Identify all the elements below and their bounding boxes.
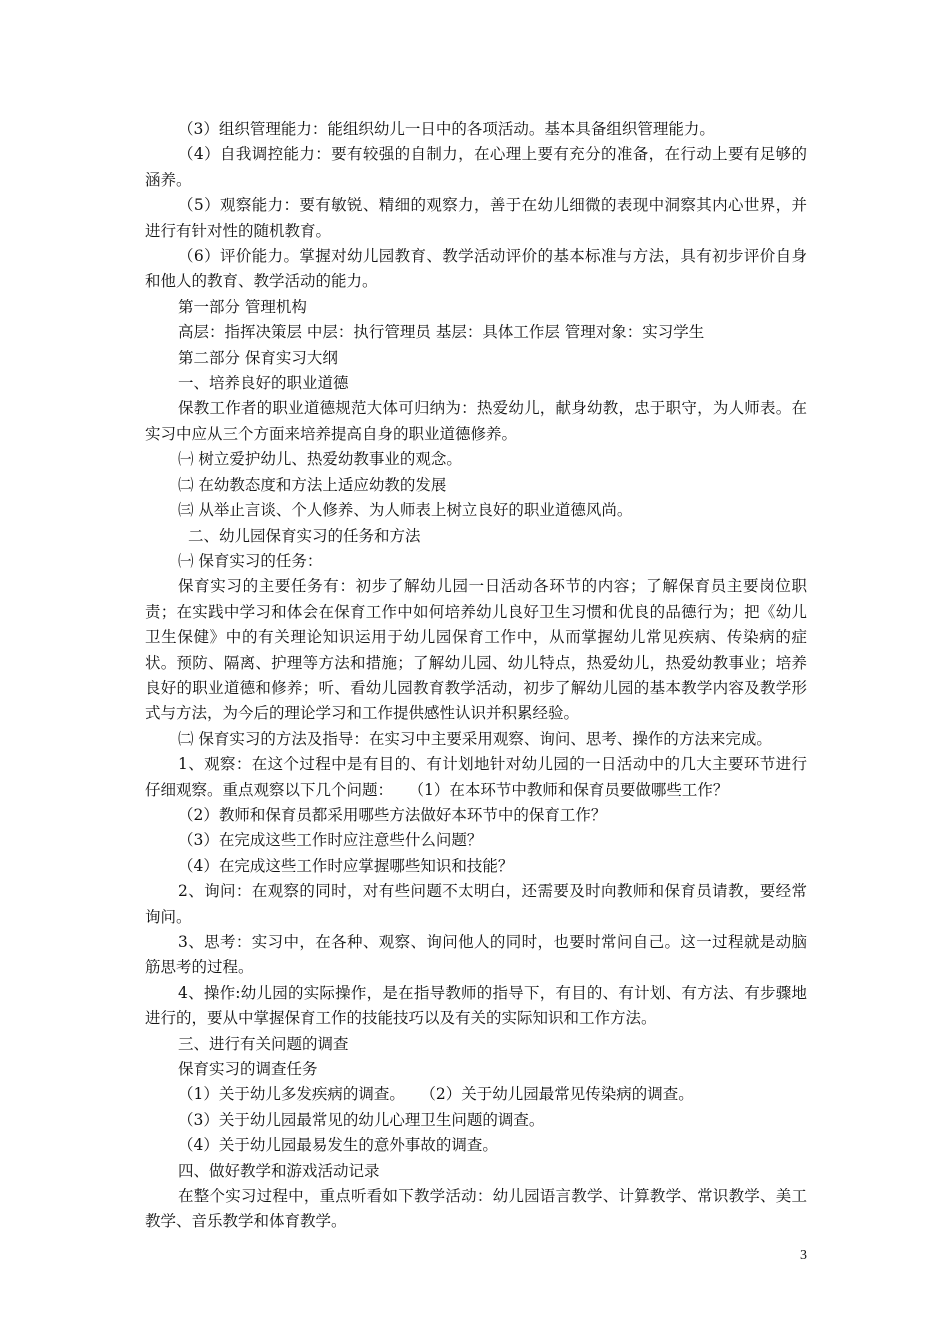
paragraph-teaching-activities: 在整个实习过程中，重点听看如下教学活动：幼儿园语言教学、计算教学、常识教学、美工教学、音乐教学和体育教学。 bbox=[145, 1187, 807, 1231]
heading-section-two: 二、幼儿园保育实习的任务和方法 bbox=[188, 526, 421, 545]
page-number: 3 bbox=[800, 1248, 807, 1263]
list-item-ethics-2: ㈡ 在幼教态度和方法上适应幼教的发展 bbox=[178, 475, 447, 494]
list-item-observe-4: （4）在完成这些工作时应掌握哪些知识和技能？ bbox=[178, 856, 514, 875]
paragraph-observe: 1、观察：在这个过程中是有目的、有计划地针对幼儿园的一日活动中的几大主要环节进行仔细观察。重点观察以下几个问题： （1）在本环节中教师和保育员要做哪些工作？ bbox=[145, 755, 807, 799]
heading-internship-tasks: ㈠ 保育实习的任务： bbox=[178, 551, 323, 570]
list-item-ethics-1: ㈠ 树立爱护幼儿、热爱幼教事业的观念。 bbox=[178, 450, 462, 469]
list-item-observe-2: （2）教师和保育员都采用哪些方法做好本环节中的保育工作？ bbox=[178, 805, 607, 824]
heading-section-three: 三、进行有关问题的调查 bbox=[178, 1034, 349, 1053]
heading-survey-tasks: 保育实习的调查任务 bbox=[178, 1060, 318, 1079]
list-item-survey-4: （4）关于幼儿园最易发生的意外事故的调查。 bbox=[178, 1136, 498, 1155]
paragraph-observation-ability: （5）观察能力：要有敏锐、精细的观察力，善于在幼儿细微的表现中洞察其内心世界，并进行有针对性的随机教育。 bbox=[145, 196, 807, 240]
list-item-ethics-3: ㈢ 从举止言谈、个人修养、为人师表上树立良好的职业道德风尚。 bbox=[178, 501, 633, 520]
document-body bbox=[145, 117, 807, 1235]
heading-part-two: 第二部分 保育实习大纲 bbox=[178, 348, 338, 367]
paragraph-inquire: 2、询问：在观察的同时，对有些问题不太明白，还需要及时向教师和保育员请教，要经常询问。 bbox=[145, 882, 807, 926]
list-item-survey-1-2: （1）关于幼儿多发疾病的调查。 （2）关于幼儿园最常见传染病的调查。 bbox=[178, 1085, 694, 1104]
heading-part-one: 第一部分 管理机构 bbox=[178, 297, 307, 316]
paragraph-evaluation-ability: （6）评价能力。掌握对幼儿园教育、教学活动评价的基本标准与方法，具有初步评价自身和他人的教育、教学活动的能力。 bbox=[145, 247, 807, 291]
heading-section-one: 一、培养良好的职业道德 bbox=[178, 374, 349, 393]
list-item-survey-3: （3）关于幼儿园最常见的幼儿心理卫生问题的调查。 bbox=[178, 1110, 545, 1129]
paragraph-management-levels: 高层：指挥决策层 中层：执行管理员 基层：具体工作层 管理对象：实习学生 bbox=[178, 323, 705, 342]
paragraph-professional-ethics: 保教工作者的职业道德规范大体可归纳为：热爱幼儿，献身幼教，忠于职守，为人师表。在实习中应从三个方面来培养提高自身的职业道德修养。 bbox=[145, 399, 807, 443]
paragraph-organization-ability: （3）组织管理能力：能组织幼儿一日中的各项活动。基本具备组织管理能力。 bbox=[178, 120, 715, 138]
list-item-observe-3: （3）在完成这些工作时应注意些什么问题？ bbox=[178, 831, 483, 850]
paragraph-operate: 4、操作:幼儿园的实际操作，是在指导教师的指导下，有目的、有计划、有方法、有步骤地进行的，要从中掌握保育工作的技能技巧以及有关的实际知识和工作方法。 bbox=[145, 983, 807, 1028]
paragraph-main-tasks: 保育实习的主要任务有：初步了解幼儿园一日活动各环节的内容；了解保育员主要岗位职责；在实践中学习和体会在保育工作中如何培养幼儿良好卫生习惯和优良的品德行为；把《幼儿卫生保健》中的有关理论知识运用于幼儿园保育工作中，从而掌握幼儿常见疾病、传染病的症状。预防、隔离、护理等方法和措施；了解幼儿园、幼儿特点，热爱幼儿，热爱幼教事业；培养良好的职业道德和修养；听、看幼儿园教育教学活动，初步了解幼儿园的基本教学内容及教学形式与方法，为今后的理论学习和工作提供感性认识并积累经验。 bbox=[145, 577, 807, 723]
paragraph-self-control-ability: （4）自我调控能力：要有较强的自制力，在心理上要有充分的准备，在行动上要有足够的涵养。 bbox=[145, 145, 807, 189]
paragraph-methods: ㈡ 保育实习的方法及指导：在实习中主要采用观察、询问、思考、操作的方法来完成。 bbox=[178, 729, 772, 748]
paragraph-think: 3、思考：实习中，在各种、观察、询问他人的同时，也要时常问自己。这一过程就是动脑筋思考的过程。 bbox=[145, 933, 807, 977]
heading-section-four: 四、做好教学和游戏活动记录 bbox=[178, 1161, 380, 1180]
